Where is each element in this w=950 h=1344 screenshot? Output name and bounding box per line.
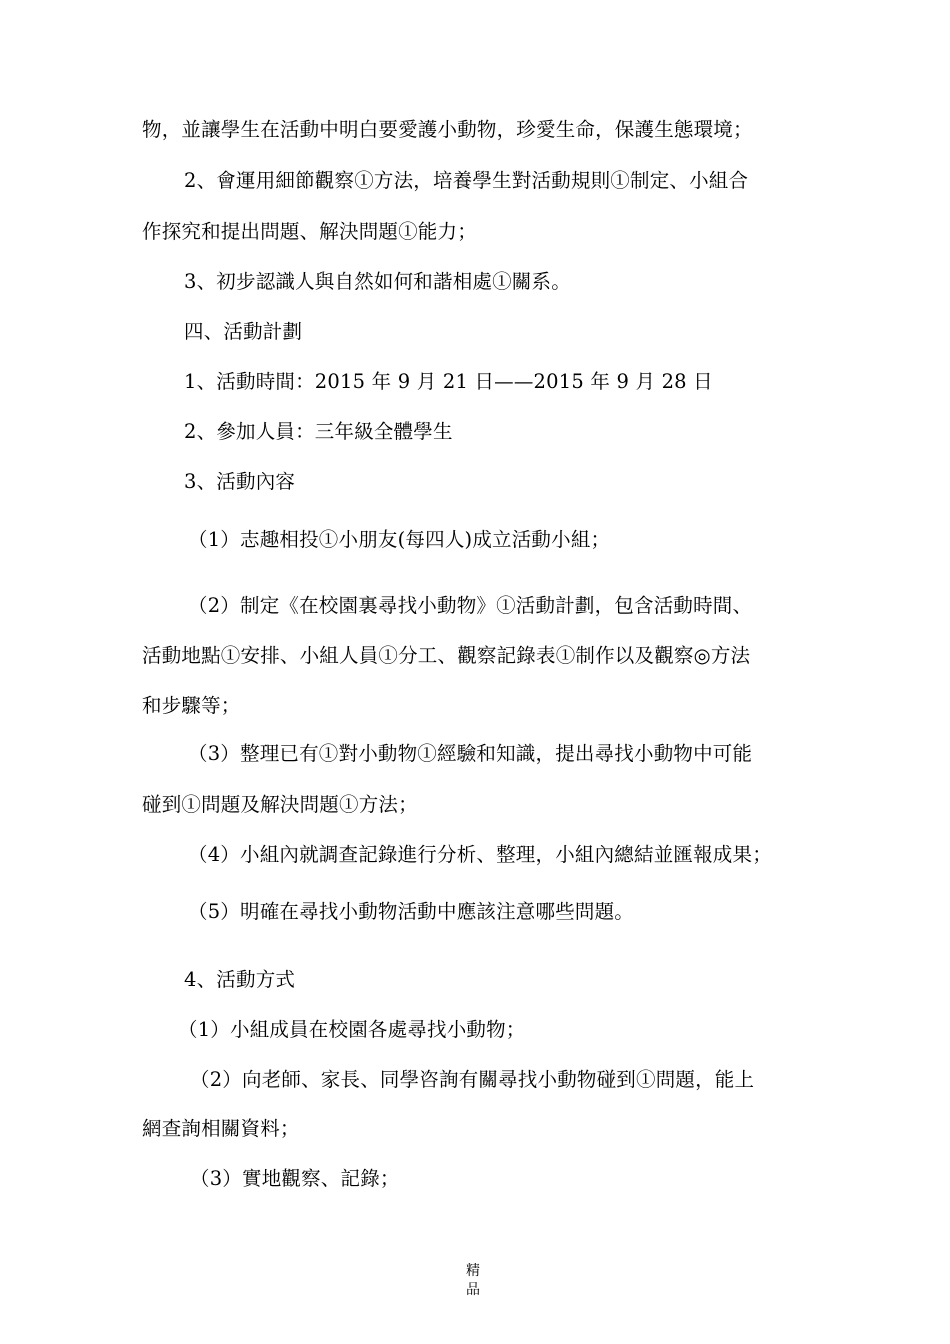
paragraph-line: 和步驟等； (142, 694, 241, 717)
paragraph-line: 網查詢相關資料； (142, 1117, 300, 1140)
page-footer: 精品 (466, 1263, 480, 1298)
list-item: （2）制定《在校園裏尋找小動物》①活動計劃，包含活動時間、 (188, 594, 753, 617)
list-item: （1）小組成員在校園各處尋找小動物； (178, 1018, 526, 1041)
paragraph-line: 活動地點①安排、小組人員①分工、觀察記錄表①制作以及觀察◎方法 (142, 644, 751, 667)
paragraph-line: 3、活動內容 (184, 470, 296, 493)
list-item: （3）整理已有①對小動物①經驗和知識，提出尋找小動物中可能 (188, 742, 753, 765)
list-item: （2）向老師、家長、同學咨詢有關尋找小動物碰到①問題，能上 (190, 1068, 755, 1091)
paragraph-line: 作探究和提出問題、解決問題①能力； (142, 220, 477, 243)
paragraph-line: 物，並讓學生在活動中明白要愛護小動物，珍愛生命，保護生態環境； (142, 118, 753, 141)
list-item: （5）明確在尋找小動物活動中應該注意哪些問題。 (188, 900, 635, 923)
paragraph-line: 碰到①問題及解決問題①方法； (142, 793, 418, 816)
paragraph-line: 4、活動方式 (184, 968, 296, 991)
paragraph-line: 3、初步認識人與自然如何和諧相處①關系。 (184, 270, 571, 293)
list-item: （1）志趣相投①小朋友(每四人)成立活動小組； (188, 528, 611, 551)
paragraph-line: 2、參加人員：三年級全體學生 (184, 420, 453, 443)
list-item: （4）小組內就調查記錄進行分析、整理，小組內總結並匯報成果； (188, 843, 772, 866)
section-heading: 四、活動計劃 (184, 320, 303, 343)
paragraph-line: 1、活動時間：2015 年 9 月 21 日——2015 年 9 月 28 日 (184, 370, 713, 393)
list-item: （3）實地觀察、記錄； (190, 1167, 400, 1190)
paragraph-line: 2、會運用細節觀察①方法，培養學生對活動規則①制定、小組合 (184, 169, 749, 192)
